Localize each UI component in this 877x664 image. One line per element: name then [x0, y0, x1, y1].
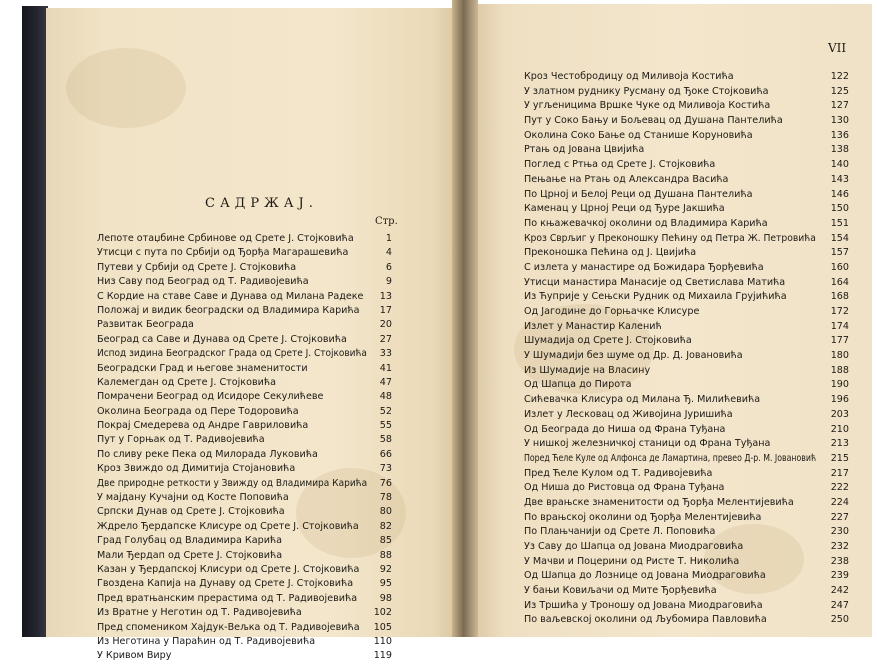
toc-entry-title: Две природне реткости у Звижду од Владимира Карића [97, 477, 368, 489]
toc-entry-title: Од Шапца до Лознице од Јована Миодраговића [524, 570, 766, 582]
toc-entry-title: Околина Београда од Пере Тодоровића [97, 405, 299, 417]
toc-entry-page: 58 [379, 434, 392, 446]
toc-entry-page: 196 [830, 394, 849, 406]
toc-entry-title: У мајдану Кучајни од Косте Поповића [97, 492, 289, 504]
toc-entry-page: 157 [830, 247, 849, 259]
toc-entry-page: 47 [379, 376, 392, 388]
toc-entry-page: 122 [830, 71, 849, 82]
toc-entry-title: Пред вратњанским прерастима од Т. Радивојевића [97, 592, 358, 604]
toc-entry-page: 92 [379, 563, 392, 575]
toc-entry-title: Казан у Ђердапској Клисури од Срете Ј. Стојковића [97, 563, 360, 575]
toc-entry-title: Излет у Лесковац од Живојина Јуришића [524, 408, 733, 420]
toc-entry [97, 577, 392, 591]
toc-entry-title: Поглед с Ртња од Срете Ј. Стојковића [524, 159, 716, 171]
toc-entry [524, 584, 849, 599]
toc-entry [97, 261, 392, 275]
toc-entry-title: Лепоте отаџбине Србинове од Срете Ј. Стојковића [97, 233, 354, 244]
toc-entry-title: Путеви у Србији од Срете Ј. Стојковића [97, 261, 297, 273]
toc-entry-page: 190 [830, 379, 849, 391]
toc-entry-title: Београд са Саве и Дунава од Срете Ј. Стојковића [97, 333, 347, 345]
toc-entry-page: 80 [379, 506, 392, 518]
toc-entry [524, 525, 849, 540]
toc-entry-title: Из Вратне у Неготин од Т. Радивојевића [97, 607, 302, 619]
toc-entry-page: 247 [830, 599, 849, 611]
toc-entry-title: По књажевачкој околини од Владимира Карића [524, 217, 768, 229]
toc-entry [524, 334, 849, 349]
toc-entry [97, 390, 392, 404]
toc-entry-title: Калемегдан од Срете Ј. Стојковића [97, 376, 276, 388]
toc-entry-page: 1 [385, 233, 392, 244]
toc-entry [97, 520, 392, 534]
toc-entry [97, 606, 392, 620]
toc-entry-title: Кроз Звиждо од Димитија Стојановића [97, 463, 296, 475]
toc-entry-page: 242 [830, 585, 849, 597]
toc-entry-page: 110 [373, 635, 392, 647]
toc-entry [97, 333, 392, 347]
toc-entry-title: Од Београда до Ниша од Франа Туђана [524, 423, 726, 435]
toc-entry-page: 6 [385, 261, 392, 273]
toc-entry-title: Каменац у Црној Реци од Ђуре Јакшића [524, 203, 725, 215]
toc-entry-title: Утисци манастира Манасије од Светислава Матића [524, 276, 786, 288]
toc-entry [524, 423, 849, 438]
toc-entry-page: 140 [830, 159, 849, 171]
toc-entry-title: Пут у Соко Бању и Бољевац од Душана Пантелића [524, 115, 783, 127]
toc-entry [97, 649, 392, 663]
toc-entry-page: 172 [830, 306, 849, 317]
toc-entry-page: 188 [830, 364, 849, 376]
toc-entry [524, 114, 849, 129]
toc-entry-title: У златном руднику Русману од Ђоке Стојковића [524, 85, 769, 97]
toc-entry [97, 635, 392, 649]
toc-entry [97, 592, 392, 606]
toc-entry-title: Из Шумадије на Власину [524, 364, 651, 376]
toc-entry-page: 119 [373, 650, 392, 662]
toc-entry [524, 569, 849, 584]
toc-entry [524, 599, 849, 614]
toc-entry-title: У бањи Ковиљачи од Мите Ђорђевића [524, 585, 717, 597]
toc-entry-title: С Кордие на ставе Саве и Дунава од Милана Радеке [97, 290, 364, 302]
toc-entry-title: Низ Саву под Београд од Т. Радивојевића [97, 276, 309, 288]
toc-entry-page: 13 [379, 290, 392, 302]
toc-entry-title: Од Јагодине до Горњачке Клисуре [524, 306, 700, 317]
toc-entry-page: 213 [830, 438, 849, 450]
toc-entry [97, 246, 392, 260]
toc-entry-page: 250 [830, 614, 849, 626]
book-cover-edge [22, 6, 48, 637]
toc-entry-page: 27 [379, 333, 392, 345]
toc-entry-page: 177 [830, 335, 849, 347]
toc-entry-title: Кроз Сврљиг у Преконошку Пећину од Петра Ж. Петровића [524, 232, 816, 244]
toc-entry-page: 224 [830, 496, 849, 508]
toc-entry-page: 222 [830, 482, 849, 494]
toc-entry [524, 481, 849, 496]
toc-entry-title: Сићевачка Клисура од Милана Ђ. Милићевића [524, 394, 761, 406]
toc-entry-page: 227 [830, 511, 849, 523]
toc-entry-title: По сливу реке Пека од Милорада Луковића [97, 448, 318, 460]
toc-entry [97, 491, 392, 505]
toc-entry [524, 173, 849, 188]
toc-entry [524, 467, 849, 482]
toc-entry-page: 88 [379, 549, 392, 561]
page-title: САДРЖАЈ. [205, 196, 318, 211]
toc-entry-page: 98 [379, 592, 392, 604]
book-gutter [452, 0, 478, 637]
toc-entry-title: Мали Ђердап од Срете Ј. Стојковића [97, 549, 283, 561]
toc-entry [524, 496, 849, 511]
toc-entry-title: Београдски Град и његове знаменитости [97, 362, 308, 374]
toc-entry-title: Пред спомеником Хајдук-Вељка од Т. Радивојевића [97, 621, 360, 633]
toc-entry-page: 52 [379, 405, 392, 417]
toc-entry-page: 20 [379, 319, 392, 331]
toc-entry-title: Преконошка Пећина од Ј. Цвијића [524, 247, 697, 259]
toc-entry-page: 168 [830, 291, 849, 303]
toc-entry [97, 534, 392, 548]
toc-entry [97, 347, 392, 361]
toc-entry [524, 452, 849, 467]
toc-entry-page: 138 [830, 144, 849, 156]
toc-entry-page: 55 [379, 420, 392, 432]
toc-entry-page: 127 [830, 100, 849, 112]
toc-entry [524, 232, 849, 247]
toc-entry [524, 408, 849, 423]
toc-entry [97, 376, 392, 390]
toc-entry-page: 76 [379, 477, 392, 489]
toc-entry [524, 305, 849, 320]
toc-entry [524, 540, 849, 555]
toc-entry-title: Ждрело Ђердапске Клисуре од Срете Ј. Стојковића [97, 520, 359, 532]
toc-entry-title: Пред Ћеле Кулом од Т. Радивојевића [524, 467, 713, 479]
toc-entry-title: Положај и видик београдски од Владимира Карића [97, 304, 360, 316]
toc-entry [97, 549, 392, 563]
toc-entry-page: 210 [830, 423, 849, 435]
toc-entry [524, 378, 849, 393]
toc-entry-title: У Мачви и Поцерини од Ристе Т. Николића [524, 555, 740, 567]
toc-entry [97, 477, 392, 491]
toc-entry-title: Од Шапца до Пирота [524, 379, 632, 391]
toc-entry-page: 102 [373, 607, 392, 619]
toc-entry [97, 448, 392, 462]
toc-entry-title: Излет у Манастир Каленић [524, 320, 662, 332]
toc-entry [97, 318, 392, 332]
toc-entry-title: У Кривом Виру [97, 650, 172, 662]
toc-entry [97, 505, 392, 519]
toc-entry [524, 188, 849, 203]
toc-entry-title: Околина Соко Бање од Станише Коруновића [524, 129, 753, 141]
toc-entry [524, 202, 849, 217]
toc-entry [97, 290, 392, 304]
toc-entry [97, 405, 392, 419]
toc-entry-page: 73 [379, 463, 392, 475]
toc-entry [524, 276, 849, 291]
toc-entry-title: Помрачени Београд од Исидоре Секулићеве [97, 391, 324, 403]
toc-entry-page: 154 [830, 232, 849, 244]
toc-entry-page: 174 [830, 320, 849, 332]
toc-entry [97, 621, 392, 635]
toc-entry [524, 99, 849, 114]
folio-number: VII [828, 41, 847, 55]
toc-entry-title: У нишкој железничкој станици од Франа Туђана [524, 438, 771, 450]
page-column-label: Стр. [375, 216, 398, 227]
toc-entry-page: 217 [830, 467, 849, 479]
toc-entry-title: Гвоздена Капија на Дунаву од Срете Ј. Стојковића [97, 578, 354, 590]
toc-entry [524, 364, 849, 379]
toc-entry-page: 78 [379, 492, 392, 504]
toc-entry-title: Кроз Честобродицу од Миливоја Костића [524, 71, 734, 82]
toc-entry [524, 437, 849, 452]
toc-entry [97, 433, 392, 447]
toc-entry [524, 290, 849, 305]
toc-entry-page: 85 [379, 535, 392, 547]
toc-entry-page: 125 [830, 85, 849, 97]
toc-entry-page: 160 [830, 261, 849, 273]
toc-entry-title: По ваљевској околини од Љубомира Павловића [524, 614, 767, 626]
toc-entry-page: 136 [830, 129, 849, 141]
toc-entry-title: Развитак Београда [97, 319, 194, 331]
toc-entry-page: 164 [830, 276, 849, 288]
toc-entry-title: С излета у манастире од Божидара Ђорђевића [524, 261, 764, 273]
toc-entry-title: У Шумадији без шуме од Др. Д. Јовановића [524, 350, 743, 362]
toc-entry-title: Српски Дунав од Срете Ј. Стојковића [97, 506, 285, 518]
toc-entry [524, 246, 849, 261]
toc-entry-title: Испод зидина Београдског Града од Срете Ј. Стојковића [97, 348, 367, 360]
toc-entry-page: 230 [830, 526, 849, 538]
toc-entry-page: 4 [385, 247, 392, 259]
toc-entry-page: 48 [379, 391, 392, 403]
toc-entry-title: Покрај Смедерева од Андре Гавриловића [97, 420, 309, 432]
toc-entry-page: 203 [830, 408, 849, 420]
toc-entry [524, 613, 849, 628]
toc-entry-page: 151 [830, 217, 849, 229]
toc-entry-page: 180 [830, 350, 849, 362]
toc-entry [97, 232, 392, 246]
toc-entry-page: 95 [379, 578, 392, 590]
toc-entry-page: 41 [379, 362, 392, 374]
toc-entry [524, 217, 849, 232]
toc-entry-title: Поред Ћеле Куле од Алфонса де Ламартина, превео Д-р. М. Јовановић [524, 452, 817, 464]
toc-entry [524, 555, 849, 570]
toc-entry-page: 143 [830, 173, 849, 185]
toc-entry [97, 304, 392, 318]
toc-entry [524, 129, 849, 144]
toc-entry [524, 511, 849, 526]
toc-entry-title: Уз Саву до Шапца од Јована Миодраговића [524, 541, 744, 552]
toc-entry-title: По Црној и Белој Реци од Душана Пантелића [524, 188, 753, 200]
toc-entry [524, 349, 849, 364]
toc-entry-title: По врањској околини од Ђорђа Мелентијевића [524, 511, 762, 523]
toc-entry-page: 232 [830, 541, 849, 552]
toc-entry-title: Град Голубац од Владимира Карића [97, 535, 283, 547]
toc-entry-page: 215 [830, 452, 849, 464]
toc-entry-title: Из Тршића у Троношу од Јована Миодраговића [524, 599, 763, 611]
toc-entry-title: Ртањ од Јована Цвијића [524, 144, 645, 156]
toc-entry [97, 563, 392, 577]
toc-entry [524, 143, 849, 158]
toc-entry-title: Шумадија од Срете Ј. Стојковића [524, 335, 692, 347]
toc-entry-title: У угљеницима Вршке Чуке од Миливоја Костића [524, 100, 771, 112]
toc-entry-title: Од Ниша до Ристовца од Франа Туђана [524, 482, 725, 494]
toc-entry [524, 158, 849, 173]
toc-entry [97, 419, 392, 433]
toc-entry-title: По Плањчанији од Срете Л. Поповића [524, 526, 716, 538]
toc-entry-page: 9 [385, 276, 392, 288]
toc-entry-page: 238 [830, 555, 849, 567]
toc-entry-page: 82 [379, 520, 392, 532]
toc-entry [524, 85, 849, 100]
toc-entry-title: Пењање на Ртањ од Александра Васића [524, 173, 729, 185]
toc-entry-page: 33 [379, 348, 392, 360]
toc-entry [524, 70, 849, 85]
toc-entry [97, 462, 392, 476]
toc-entry-page: 66 [379, 448, 392, 460]
toc-entry-title: Из Неготина у Параћин од Т. Радивојевића [97, 635, 316, 647]
toc-entry [524, 393, 849, 408]
toc-entry-title: Из Ћуприје у Сењски Рудник од Михаила Грујићића [524, 291, 787, 303]
toc-entry-page: 239 [830, 570, 849, 582]
toc-entry [97, 362, 392, 376]
toc-entry-title: Пут у Горњак од Т. Радивојевића [97, 434, 265, 446]
toc-entry-title: Утисци с пута по Србији од Ђорђа Магарашевића [97, 247, 349, 259]
toc-right-column [524, 70, 849, 628]
toc-entry [524, 320, 849, 335]
toc-entry-page: 146 [830, 188, 849, 200]
toc-entry [524, 261, 849, 276]
toc-entry-page: 17 [379, 304, 392, 316]
toc-entry-page: 130 [830, 115, 849, 127]
toc-entry-page: 105 [373, 621, 392, 633]
toc-entry [97, 275, 392, 289]
toc-left-column [97, 232, 392, 664]
toc-entry-title: Две врањске знаменитости од Ђорђа Мелентијевића [524, 496, 794, 508]
toc-entry-page: 150 [830, 203, 849, 215]
